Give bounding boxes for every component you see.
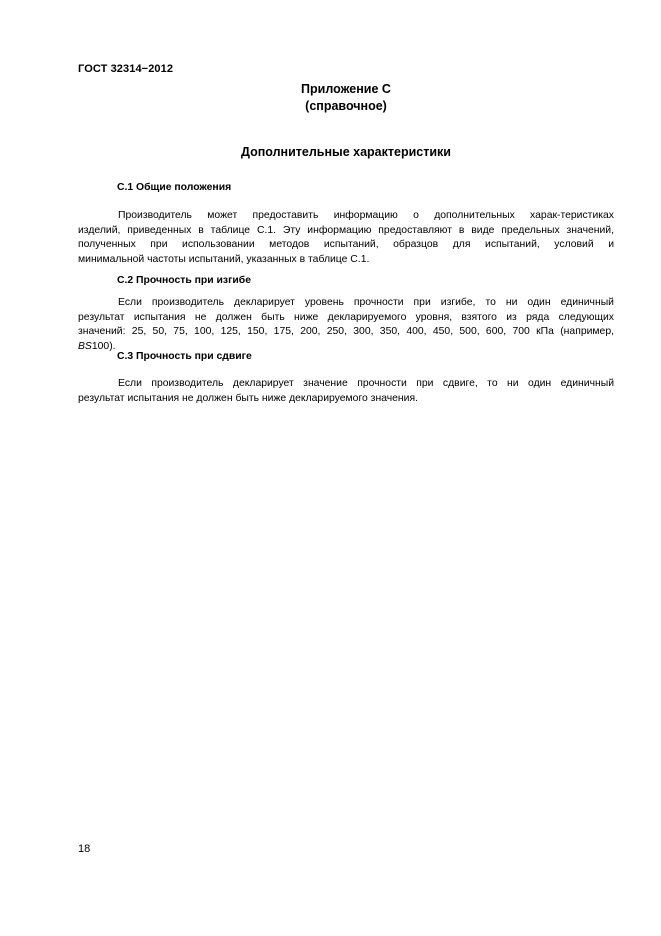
paragraph-line: минимальной частоты испытаний, указанных в таблице С.1.: [78, 253, 370, 265]
paragraph-line: результат испытания не должен быть ниже декларируемого уровня, взятого из ряда следующих: [78, 311, 614, 323]
page-number: 18: [78, 843, 91, 855]
paragraph-line: Если производитель декларирует значение прочности при сдвиге, то ни один единичный: [118, 378, 614, 389]
section-title-c2: С.2 Прочность при изгибе: [117, 275, 251, 286]
section-c2-paragraph: [78, 296, 614, 354]
annex-title-block: [246, 81, 446, 115]
section-title-c3: С.3 Прочность при сдвиге: [117, 351, 252, 362]
paragraph-line: полученных при использовании методов испытаний, образцов для испытаний, условий и: [78, 239, 614, 251]
annex-title: Приложение С: [301, 82, 391, 96]
paragraph-line: значений: 25, 50, 75, 100, 125, 150, 175, 200, 250, 300, 350, 400, 450, 500, 600, 700 кПа (например,: [78, 326, 614, 338]
standard-code-header: ГОСТ 32314−2012: [78, 63, 174, 75]
section-c1-paragraph: [78, 209, 614, 267]
paragraph-line: изделий, приведенных в таблице С.1. Эту информацию предоставляют в виде предельных значений,: [78, 224, 614, 236]
paragraph-line: Если производитель декларирует уровень прочности при изгибе, то ни один единичный: [118, 297, 614, 308]
standard-designation-rest: 100).: [91, 340, 116, 352]
paragraph-line: результат испытания не должен быть ниже декларируемого значения.: [78, 392, 418, 404]
section-c3-paragraph: [78, 377, 614, 406]
section-title-c1: С.1 Общие положения: [117, 182, 232, 193]
standard-designation-italic: BS: [78, 340, 92, 352]
paragraph-line: Производитель может предоставить информацию о дополнительных харак-теристиках: [118, 210, 614, 221]
annex-subtitle: (справочное): [305, 99, 387, 113]
main-heading: Дополнительные характеристики: [241, 145, 451, 159]
